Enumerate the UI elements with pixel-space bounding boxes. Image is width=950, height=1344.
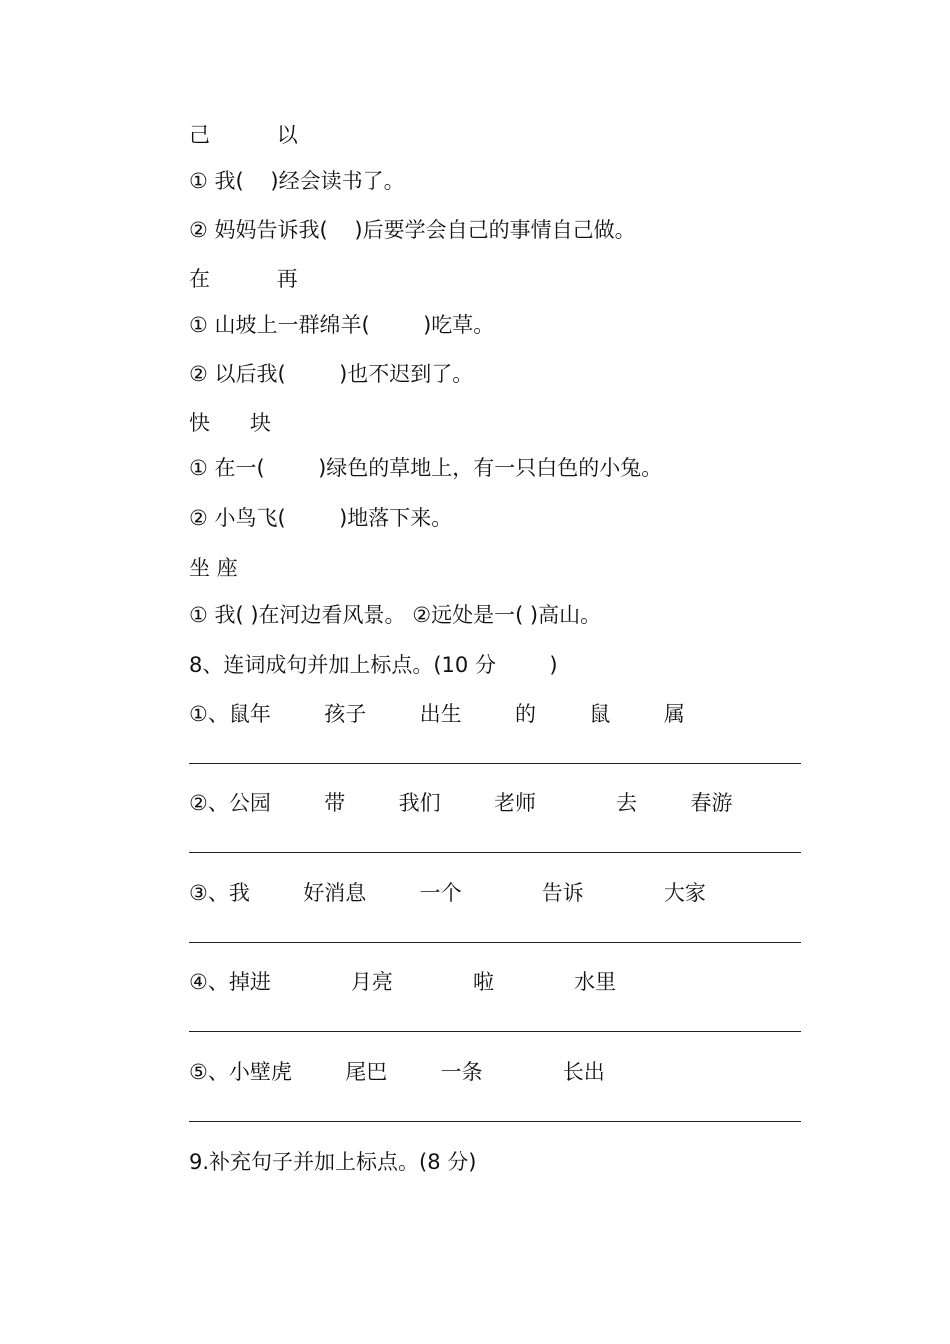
sentence-kuai-kuai-1: ① 在一( )绿色的草地上，有一只白色的小兔。 xyxy=(189,456,663,480)
answer-line-4 xyxy=(189,1031,801,1032)
answer-line-3 xyxy=(189,942,801,943)
sentence-ji-yi-1: ① 我( )经会读书了。 xyxy=(189,169,405,193)
sentence-zai-zai-1: ① 山坡上一群绵羊( )吃草。 xyxy=(189,313,495,337)
sentence-kuai-kuai-2: ② 小鸟飞( )地落下来。 xyxy=(189,506,453,530)
word-group-4: ④、掉进 月亮 啦 水里 xyxy=(189,970,617,994)
answer-line-2 xyxy=(189,852,801,853)
word-group-2: ②、公园 带 我们 老师 去 春游 xyxy=(189,791,733,815)
sentence-ji-yi-2: ② 妈妈告诉我( )后要学会自己的事情自己做。 xyxy=(189,218,636,242)
section-9-heading: 9.补充句子并加上标点。(8 分) xyxy=(189,1150,477,1174)
answer-line-1 xyxy=(189,763,801,764)
word-group-1: ①、鼠年 孩子 出生 的 鼠 属 xyxy=(189,702,685,726)
word-pair-zuo-zuo: 坐 座 xyxy=(189,556,238,580)
section-8-heading: 8、连词成句并加上标点。(10 分 ) xyxy=(189,653,558,677)
sentence-zai-zai-2: ② 以后我( )也不迟到了。 xyxy=(189,362,474,386)
sentence-zuo-zuo: ① 我( )在河边看风景。 ②远处是一( )高山。 xyxy=(189,603,602,627)
word-pair-kuai-kuai: 快 块 xyxy=(189,411,272,435)
word-pair-zai-zai: 在 再 xyxy=(189,267,298,291)
answer-line-5 xyxy=(189,1121,801,1122)
word-group-3: ③、我 好消息 一个 告诉 大家 xyxy=(189,881,706,905)
word-pair-ji-yi: 己 以 xyxy=(189,123,298,147)
word-group-5: ⑤、小壁虎 尾巴 一条 长出 xyxy=(189,1060,605,1084)
